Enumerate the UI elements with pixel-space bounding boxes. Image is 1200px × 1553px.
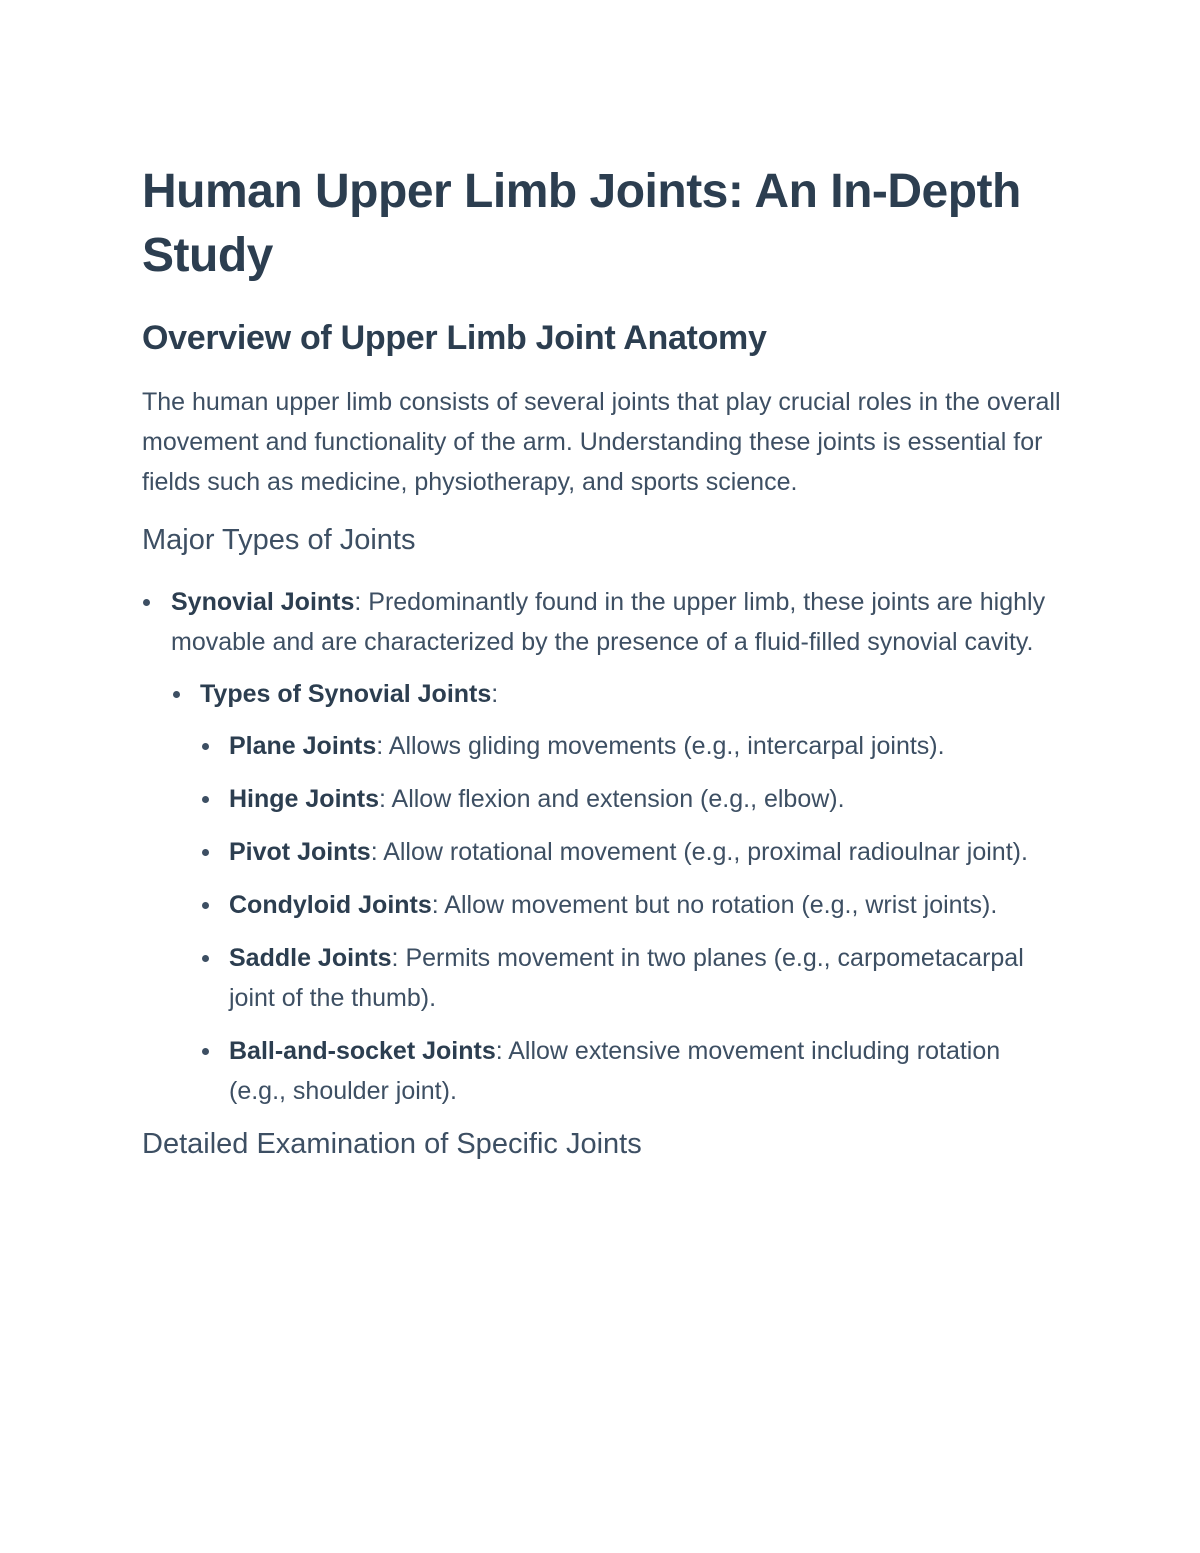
document-title: Human Upper Limb Joints: An In-Depth Study bbox=[142, 165, 1021, 282]
list-item-pivot-joints bbox=[200, 832, 1062, 872]
description-plane-joints: : Allows gliding movements (e.g., intercarpal joints). bbox=[376, 732, 945, 760]
description-ball-and-socket-joints: : Allow extensive movement including rotation (e.g., shoulder joint). bbox=[229, 1037, 1001, 1105]
detailed-examination-heading: Detailed Examination of Specific Joints bbox=[142, 1128, 642, 1160]
major-types-heading: Major Types of Joints bbox=[142, 524, 416, 556]
description-saddle-joints: : Permits movement in two planes (e.g., carpometacarpal joint of the thumb). bbox=[229, 944, 1024, 1012]
bullet-icon bbox=[143, 599, 150, 606]
term-types-of-synovial-joints: Types of Synovial Joints bbox=[200, 680, 492, 708]
overview-heading: Overview of Upper Limb Joint Anatomy bbox=[142, 319, 767, 357]
list-item-condyloid-joints bbox=[200, 885, 1062, 925]
term-condyloid-joints: Condyloid Joints bbox=[229, 891, 432, 919]
list-item-saddle-joints bbox=[200, 938, 1062, 1018]
bullet-icon bbox=[202, 955, 209, 962]
list-item-plane-joints bbox=[200, 726, 1062, 766]
description-synovial-joints: : Predominantly found in the upper limb, these joints are highly movable and are characterized by the presence of a fluid-filled synovial cavity. bbox=[171, 588, 1046, 656]
description-condyloid-joints: : Allow movement but no rotation (e.g., wrist joints). bbox=[431, 891, 998, 919]
bullet-icon bbox=[202, 1048, 209, 1055]
bullet-icon bbox=[202, 796, 209, 803]
list-item-types-of-synovial-joints bbox=[171, 674, 1062, 1111]
synovial-joint-kinds-list bbox=[200, 726, 1062, 1111]
bullet-icon bbox=[202, 743, 209, 750]
joint-types-list bbox=[142, 582, 1062, 1111]
bullet-icon bbox=[173, 691, 180, 698]
list-item-hinge-joints bbox=[200, 779, 1062, 819]
types-suffix: : bbox=[491, 680, 499, 708]
term-plane-joints: Plane Joints bbox=[229, 732, 377, 760]
term-ball-and-socket-joints: Ball-and-socket Joints bbox=[229, 1037, 496, 1065]
term-saddle-joints: Saddle Joints bbox=[229, 944, 392, 972]
term-pivot-joints: Pivot Joints bbox=[229, 838, 371, 866]
list-item-synovial-joints bbox=[142, 582, 1062, 1111]
list-item-ball-and-socket-joints bbox=[200, 1031, 1062, 1111]
synovial-subtypes-list bbox=[171, 674, 1062, 1111]
overview-paragraph: The human upper limb consists of several joints that play crucial roles in the overall movement and functionality of the arm. Understanding these joints is essential for fields such as medicine, physiotherapy, and sports science. bbox=[142, 388, 1061, 496]
term-synovial-joints: Synovial Joints bbox=[171, 588, 355, 616]
term-hinge-joints: Hinge Joints bbox=[229, 785, 380, 813]
bullet-icon bbox=[202, 849, 209, 856]
bullet-icon bbox=[202, 902, 209, 909]
description-hinge-joints: : Allow flexion and extension (e.g., elbow). bbox=[379, 785, 845, 813]
description-pivot-joints: : Allow rotational movement (e.g., proximal radioulnar joint). bbox=[370, 838, 1028, 866]
document-content bbox=[142, 160, 1062, 1164]
